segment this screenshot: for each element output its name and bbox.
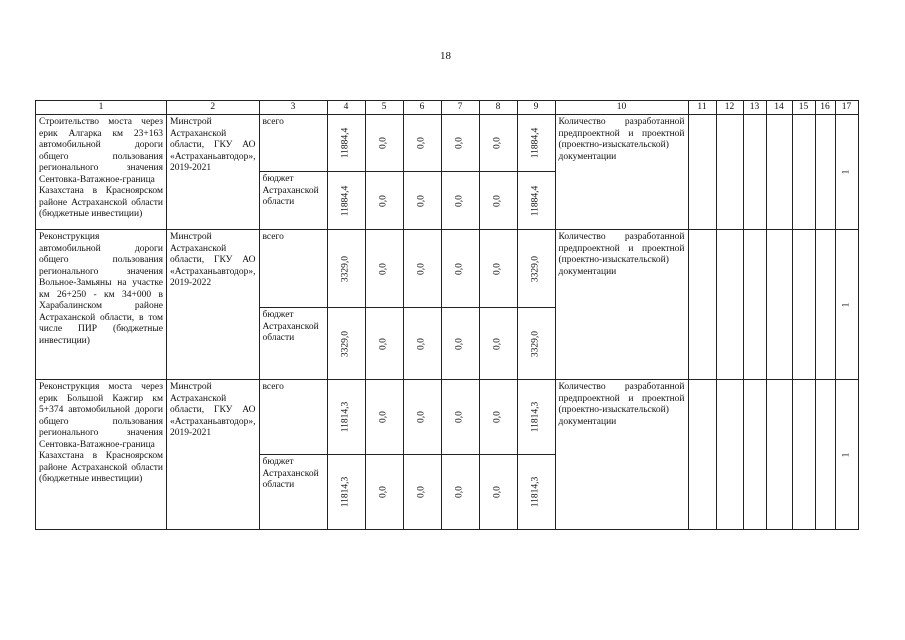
col-header: 14 — [766, 101, 792, 115]
table-row — [36, 115, 859, 172]
empty-cell — [688, 380, 716, 530]
empty-cell — [766, 230, 792, 380]
col-header: 13 — [743, 101, 766, 115]
value-cell: 11884,4 — [327, 115, 365, 172]
col-header: 6 — [403, 101, 441, 115]
value-cell: 0,0 — [403, 308, 441, 380]
indicator: Количество разработанной предпроектной и проектной (проектно-изыскательской) документации — [555, 380, 688, 530]
target-value: 1 — [835, 380, 858, 530]
empty-cell — [716, 230, 743, 380]
empty-cell — [766, 380, 792, 530]
header-row — [36, 101, 859, 115]
empty-cell — [716, 380, 743, 530]
funding-source: бюджет Астраханской области — [259, 455, 327, 530]
value-cell: 11884,4 — [517, 115, 555, 172]
funding-source: всего — [259, 115, 327, 172]
value-cell: 11814,3 — [327, 455, 365, 530]
value-cell: 0,0 — [441, 115, 479, 172]
project-name: Строительство моста через ерик Алгарка км 23+163 автомобильной дороги общего пользования регионального значения Сентовка-Ватажное-граница Казахстана в Красноярском районе Астраханской области (бюджетные инвестиции) — [36, 115, 167, 230]
col-header: 1 — [36, 101, 167, 115]
value-cell: 0,0 — [403, 115, 441, 172]
empty-cell — [815, 230, 835, 380]
value-cell: 0,0 — [479, 380, 517, 455]
empty-cell — [743, 115, 766, 230]
empty-cell — [792, 230, 815, 380]
value-cell: 11814,3 — [327, 380, 365, 455]
value-cell: 0,0 — [479, 115, 517, 172]
value-cell: 0,0 — [365, 115, 403, 172]
executor: Минстрой Астраханской области, ГКУ АО «Астраханьавтодор», 2019-2021 — [167, 115, 260, 230]
value-cell: 0,0 — [441, 308, 479, 380]
executor: Минстрой Астраханской области, ГКУ АО «Астраханьавтодор», 2019-2022 — [167, 230, 260, 380]
empty-cell — [716, 115, 743, 230]
value-cell: 0,0 — [441, 230, 479, 308]
col-header: 15 — [792, 101, 815, 115]
col-header: 3 — [259, 101, 327, 115]
funding-source: бюджет Астраханской области — [259, 308, 327, 380]
empty-cell — [766, 115, 792, 230]
value-cell: 0,0 — [441, 172, 479, 230]
value-cell: 0,0 — [365, 380, 403, 455]
table-row — [36, 230, 859, 308]
empty-cell — [792, 115, 815, 230]
value-cell: 3329,0 — [327, 308, 365, 380]
value-cell: 0,0 — [365, 230, 403, 308]
col-header: 8 — [479, 101, 517, 115]
value-cell: 3329,0 — [327, 230, 365, 308]
funding-source: бюджет Астраханской области — [259, 172, 327, 230]
value-cell: 0,0 — [403, 455, 441, 530]
col-header: 10 — [555, 101, 688, 115]
value-cell: 0,0 — [479, 230, 517, 308]
value-cell: 0,0 — [365, 308, 403, 380]
value-cell: 3329,0 — [517, 308, 555, 380]
col-header: 16 — [815, 101, 835, 115]
col-header: 7 — [441, 101, 479, 115]
value-cell: 0,0 — [441, 455, 479, 530]
funding-source: всего — [259, 380, 327, 455]
value-cell: 11884,4 — [327, 172, 365, 230]
empty-cell — [815, 115, 835, 230]
value-cell: 3329,0 — [517, 230, 555, 308]
col-header: 9 — [517, 101, 555, 115]
col-header: 5 — [365, 101, 403, 115]
program-table — [35, 100, 859, 530]
table-row — [36, 380, 859, 455]
empty-cell — [688, 230, 716, 380]
value-cell: 0,0 — [441, 380, 479, 455]
target-value: 1 — [835, 115, 858, 230]
value-cell: 0,0 — [479, 308, 517, 380]
col-header: 12 — [716, 101, 743, 115]
value-cell: 0,0 — [479, 172, 517, 230]
value-cell: 0,0 — [365, 172, 403, 230]
empty-cell — [815, 380, 835, 530]
indicator: Количество разработанной предпроектной и проектной (проектно-изыскательской) документации — [555, 230, 688, 380]
col-header: 4 — [327, 101, 365, 115]
target-value: 1 — [835, 230, 858, 380]
col-header: 2 — [167, 101, 260, 115]
value-cell: 0,0 — [479, 455, 517, 530]
col-header: 17 — [835, 101, 858, 115]
value-cell: 0,0 — [403, 172, 441, 230]
value-cell: 0,0 — [403, 230, 441, 308]
value-cell: 11814,3 — [517, 455, 555, 530]
funding-source: всего — [259, 230, 327, 308]
indicator: Количество разработанной предпроектной и проектной (проектно-изыскательской) документации — [555, 115, 688, 230]
value-cell: 11814,3 — [517, 380, 555, 455]
executor: Минстрой Астраханской области, ГКУ АО «Астраханьавтодор», 2019-2021 — [167, 380, 260, 530]
empty-cell — [743, 230, 766, 380]
col-header: 11 — [688, 101, 716, 115]
project-name: Реконструкция моста через ерик Большой Кажгир км 5+374 автомобильной дороги общего пользования регионального значения Сентовка-Ватажное-граница Казахстана в Красноярском районе Астраханской области (бюджетные инвестиции) — [36, 380, 167, 530]
value-cell: 0,0 — [365, 455, 403, 530]
page-number: 18 — [440, 50, 451, 62]
project-name: Реконструкция автомобильной дороги общего пользования регионального значения Вольное-Замьяны на участке км 26+250 - км 34+000 в Харабалинском районе Астраханской области, в том числе ПИР (бюджетные инвестиции) — [36, 230, 167, 380]
empty-cell — [688, 115, 716, 230]
value-cell: 11884,4 — [517, 172, 555, 230]
empty-cell — [743, 380, 766, 530]
value-cell: 0,0 — [403, 380, 441, 455]
empty-cell — [792, 380, 815, 530]
